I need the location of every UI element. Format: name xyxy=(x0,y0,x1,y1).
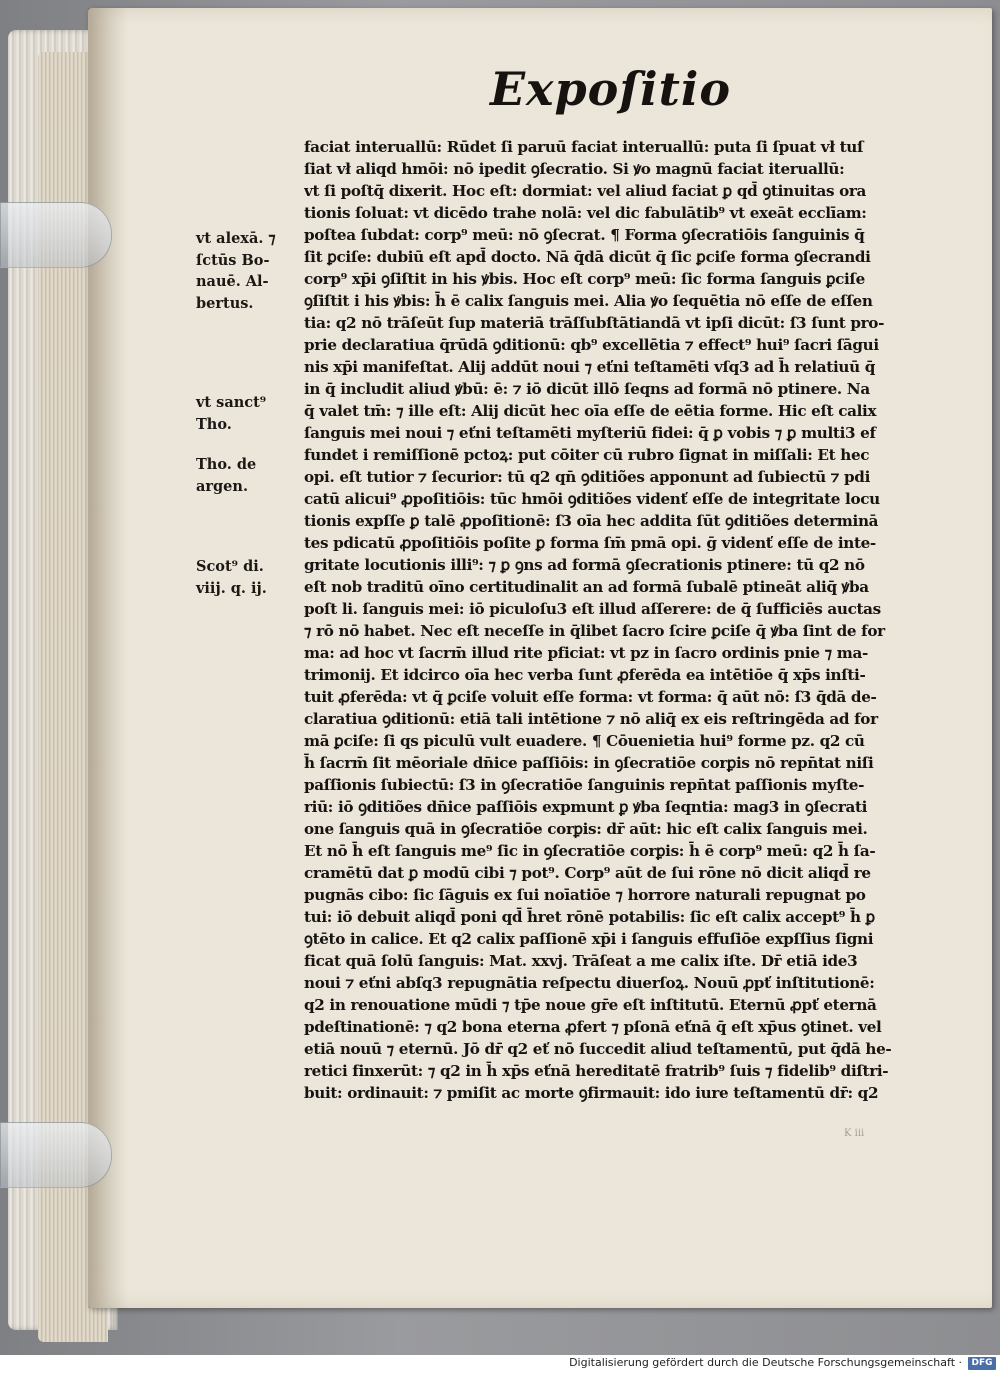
text-line: gritate locutionis illi⁹: ⁊ ꝑ ꝯns ad formā ꝯſecrationis ptinere: tū q2 nō xyxy=(304,556,865,574)
text-line: mā ꝑciſe: ſi qs piculū vult euadere. ¶ Cōuenietia hui⁹ forme pz. q2 cū xyxy=(304,732,865,750)
text-line: claratiua ꝯditionū: etiā tali intētione ⁊ nō aliq̄ ex eis reſtringēda ad for xyxy=(304,710,878,728)
text-line: etiā nouū ⁊ eternū. Jō dr̄ q2 eť nō ſuccedit aliud teſtamentū, put q̄dā he- xyxy=(304,1040,892,1058)
text-line: cramētū dat ꝑ modū cibi ⁊ pot⁹. Corp⁹ aūt de ſui rōne nō dicit aliqd̄ re xyxy=(304,864,871,882)
text-line: fundet i remiſſionē pctoꝝ: put cōiter cū rubro ſignat in miſſali: Et hec xyxy=(304,446,870,464)
marginal-note: Tho. de argen. xyxy=(196,456,257,495)
text-line: ſiat vł aliqd hmōi: nō ipedit ꝯſecratio. Si ꝟo magnū faciat iteruallū: xyxy=(304,160,845,178)
page-clip-top xyxy=(0,202,112,268)
text-line: poſt li. ſanguis mei: iō piculoſu3 eſt illud aſſerere: de q̄ ſufficiēs auctas xyxy=(304,600,881,618)
page-clip-bottom xyxy=(0,1122,112,1188)
body-text-block xyxy=(304,136,940,1104)
text-line: ⁊ rō nō habet. Nec eſt neceſſe in q̄libet ſacro ſcire ꝑciſe q̄ ꝟba ſint de for xyxy=(304,622,885,640)
text-line: q̄ valet tm̄: ⁊ ille eſt: Alij dicūt hec oīa eſſe de eētia forme. Hic eſt calix xyxy=(304,402,877,420)
text-line: poſtea ſubdat: corp⁹ meū: nō ꝯſecrat. ¶ Forma ꝯſecratiōis ſanguinis q̄ xyxy=(304,226,865,244)
text-line: tes pdicatū ꝓpoſitiōis poſite ꝑ forma ſm̄ pmā opi. ḡ videnť eſſe de inte- xyxy=(304,534,876,552)
text-line: riū: iō ꝯditiões dn̄ice paſſiōis expmunt ꝑ ꝟba ſeqntia: mag3 in ꝯſecrati xyxy=(304,798,868,816)
dfg-logo-icon: DFG xyxy=(968,1357,996,1370)
text-line: nis xp̄i manifeſtat. Alij addūt noui ⁊ eťni teſtamēti vſq3 ad h̄ relatiuū q̄ xyxy=(304,358,875,376)
footer-credit: Digitalisierung gefördert durch die Deutsche Forschungsgemeinschaft · xyxy=(569,1356,962,1369)
text-line: pugnās cibo: ſic ſāguis ex ſui noīatiōe ⁊ horrore naturali repugnat po xyxy=(304,886,866,904)
text-line: tia: q2 nō trāſeūt ſup materiā trāſſubſtātiandā vt ipſi dicūt: ſ3 ſunt pro- xyxy=(304,314,885,332)
text-line: in q̄ includit aliud ꝟbū: ē: ⁊ iō dicūt illō ſeqns ad formā nō ptinere. Na xyxy=(304,380,870,398)
text-line: buit: ordinauit: ⁊ pmiſit ac morte ꝯfirmauit: ido iure teſtamentū dr̄: q2 xyxy=(304,1084,879,1102)
text-line: trimonij. Et idcirco oīa hec verba ſunt ꝓferēda ea intētiōe q̄ xp̄s inſti- xyxy=(304,666,866,684)
text-line: ſit ꝑciſe: dubiū eſt apd̄ docto. Nā q̄dā dicūt q̄ ſic ꝑciſe forma ꝯſecrandi xyxy=(304,248,871,266)
text-line: faciat interuallū: Rūdet ſi paruū faciat interuallū: puta ſi ſpuat vł tuſ xyxy=(304,138,864,156)
text-line: ꝯſiſtit i his ꝟbis: h̄ ē calix ſanguis mei. Alia ꝟo ſequētia nō eſſe de eſſen xyxy=(304,292,873,310)
text-line: tionis ſoluat: vt dicēdo trahe nolā: vel dic fabulātib⁹ vt exeāt ecclīam: xyxy=(304,204,867,222)
text-line: noui ⁊ eťni abſq3 repugnātia reſpectu diuerſoꝝ. Nouū ꝓpť inſtitutionē: xyxy=(304,974,875,992)
marginal-note: vt alexā. ⁊ ſctūs Bo- nauē. Al- bertus. xyxy=(196,230,276,312)
text-line: eſt nob traditū oīno certitudinalit an ad formā ſubalē ptineāt aliq̄ ꝟba xyxy=(304,578,869,596)
text-line: prie declaratiua q̄rūdā ꝯditionū: qb⁹ excellētia ⁊ effect⁹ hui⁹ ſacri ſāgui xyxy=(304,336,879,354)
text-line: h̄ ſacrm̄ ſit mēoriale dn̄ice paſſiōis: in ꝯſecratiōe corꝑis nō repn̄tat niſi xyxy=(304,754,874,772)
text-line: tuit ꝓferēda: vt q̄ ꝑciſe voluit eſſe forma: vt forma: q̄ aūt nō: ſ3 q̄dā de- xyxy=(304,688,877,706)
gutter-shadow xyxy=(88,8,128,1308)
marginal-note: vt sanct⁹ Tho. xyxy=(196,394,267,433)
text-line: one ſanguis quā in ꝯſecratiōe corꝑis: dr̄ aūt: hic eſt calix ſanguis mei. xyxy=(304,820,868,838)
text-line: ficat quā ſolū ſanguis: Mat. xxvj. Trāſeat a me calix iſte. Dr̄ etiā ide3 xyxy=(304,952,858,970)
footer-bar xyxy=(0,1355,1000,1373)
text-line: ma: ad hoc vt ſacrm̄ illud rite pficiat: vt pz in ſacro ordinis pnie ⁊ ma- xyxy=(304,644,868,662)
text-line: tui: iō debuit aliqd̄ poni qd̄ h̄ret rōnē potabilis: ſic eſt calix accept⁹ h̄ ꝑ xyxy=(304,908,875,926)
text-line: retici finxerūt: ⁊ q2 in h̄ xp̄s eťnā hereditatē fratrib⁹ ſuis ⁊ fidelib⁹ diſtri- xyxy=(304,1062,889,1080)
text-line: pdeſtinationē: ⁊ q2 bona eterna ꝓfert ⁊ pſonā eťnā q̄ eſt xp̄us ꝯtinet. vel xyxy=(304,1018,882,1036)
text-line: q2 in renouatione mūdi ⁊ tp̄e noue gr̄e eſt inſtitutū. Eternū ꝓpť eternā xyxy=(304,996,877,1014)
text-line: Et nō h̄ eſt ſanguis me⁹ ſic in ꝯſecratiōe corꝑis: h̄ ē corp⁹ meū: q2 h̄ ſa- xyxy=(304,842,876,860)
text-line: ſanguis mei noui ⁊ eťni teſtamēti myſteriū fidei: q̄ ꝑ vobis ⁊ ꝑ multi3 ef xyxy=(304,424,876,442)
text-line: tionis expſſe ꝑ talē ꝓpoſitionē: ſ3 oīa hec addita ſūt ꝯditiões determinā xyxy=(304,512,879,530)
text-line: paſſionis ſubiectū: ſ3 in ꝯſecratiōe ſanguinis repn̄tat paſſionis myſte- xyxy=(304,776,865,794)
text-line: catū alicui⁹ ꝓpoſitiōis: tūc hmōi ꝯditiões videnť eſſe de integritate locu xyxy=(304,490,880,508)
text-line: vt ſi poſtq̄ dixerit. Hoc eſt: dormiat: vel aliud faciat ꝑ qd̄ ꝯtinuitas ora xyxy=(304,182,867,200)
marginal-note: Scot⁹ di. viij. q. ij. xyxy=(196,558,267,597)
text-line: corp⁹ xp̄i ꝯſiſtit in his ꝟbis. Hoc eſt corp⁹ meū: ſic forma ſanguis ꝑciſe xyxy=(304,270,865,288)
page-heading: Expoſitio xyxy=(490,62,731,116)
text-line: ꝯtēto in calice. Et q2 calix paſſionē xp̄i i ſanguis effuſiōe expſſius ſigni xyxy=(304,930,874,948)
catchword: K iii xyxy=(844,1128,865,1139)
text-line: opi. eſt tutior ⁊ ſecurior: tū q2 qn̄ ꝯditiões apponunt ad ſubiectū ⁊ pdi xyxy=(304,468,870,486)
